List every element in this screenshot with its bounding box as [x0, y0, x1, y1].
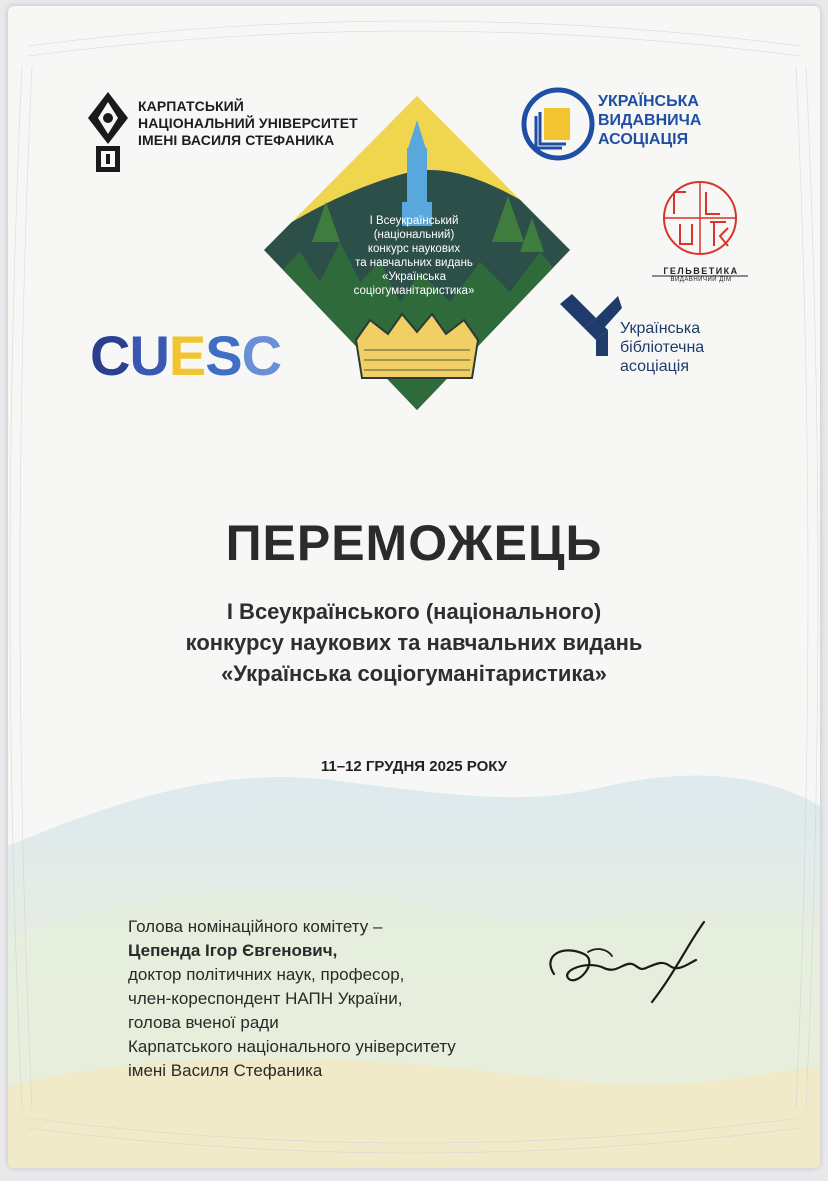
library-association-name: [620, 319, 704, 376]
library-association-line: бібліотечна: [620, 339, 705, 356]
university-name-line: ІМЕНІ ВАСИЛЯ СТЕФАНИКА: [138, 132, 335, 148]
emblem-text-line: I Всеукраїнський: [369, 215, 459, 227]
handwritten-signature: [528, 916, 718, 1006]
cuesc-letter: E: [168, 324, 206, 387]
signatory-name: Цепенда Ігор Євгенович,: [128, 941, 338, 960]
gelvetika-subtitle: ВИДАВНИЧИЙ ДІМ: [670, 277, 732, 283]
emblem-text-line: (національний): [373, 229, 455, 241]
publishers-association-line: ВИДАВНИЧА: [598, 112, 702, 129]
emblem-text-line: «Українська: [382, 271, 446, 283]
cuesc-logo: [90, 324, 281, 388]
emblem-text: [314, 214, 514, 298]
gelvetika-name: ГЕЛЬВЕТИКА: [663, 266, 739, 276]
certificate-page: [8, 6, 820, 1168]
signatory-role: Голова номінаційного комітету –: [128, 917, 383, 936]
signatory-institution: Карпатського національного університету: [128, 1037, 456, 1056]
cuesc-letter: C: [90, 324, 130, 387]
cuesc-letter: U: [129, 324, 169, 387]
signatory-degree: доктор політичних наук, професор,: [128, 965, 405, 984]
cuesc-letter: S: [205, 324, 242, 387]
signatory-institution-2: імені Василя Стефаника: [128, 1061, 323, 1080]
publishers-association-line: АСОЦІАЦІЯ: [598, 131, 689, 148]
subtitle-line: «Українська соціогуманітаристика»: [221, 661, 607, 686]
library-association-line: асоціація: [620, 358, 689, 375]
publishers-association-name: [598, 92, 701, 149]
emblem-text-line: конкурс наукових: [367, 243, 461, 255]
event-date: 11–12 ГРУДНЯ 2025 РОКУ: [320, 758, 508, 775]
emblem-text-line: соціогуманітаристика»: [353, 285, 475, 297]
signatory-block: [128, 915, 456, 1083]
publishers-association-line: УКРАЇНСЬКА: [598, 93, 699, 110]
signatory-membership: член-кореспондент НАПН України,: [128, 989, 403, 1008]
cuesc-letter: C: [241, 324, 282, 387]
university-name-line: КАРПАТСЬКИЙ: [138, 98, 244, 114]
subtitle-line: конкурсу наукових та навчальних видань: [185, 630, 643, 655]
certificate-title: ПЕРЕМОЖЕЦЬ: [225, 515, 603, 571]
university-crest-icon: [84, 88, 132, 178]
certificate-subtitle: [8, 596, 820, 689]
subtitle-line: I Всеукраїнського (національного): [226, 599, 602, 624]
university-name-line: НАЦІОНАЛЬНИЙ УНІВЕРСИТЕТ: [138, 115, 358, 131]
emblem-text-line: та навчальних видань: [355, 257, 473, 269]
signatory-position: голова вченої ради: [128, 1013, 279, 1032]
library-association-line: Українська: [620, 320, 701, 337]
